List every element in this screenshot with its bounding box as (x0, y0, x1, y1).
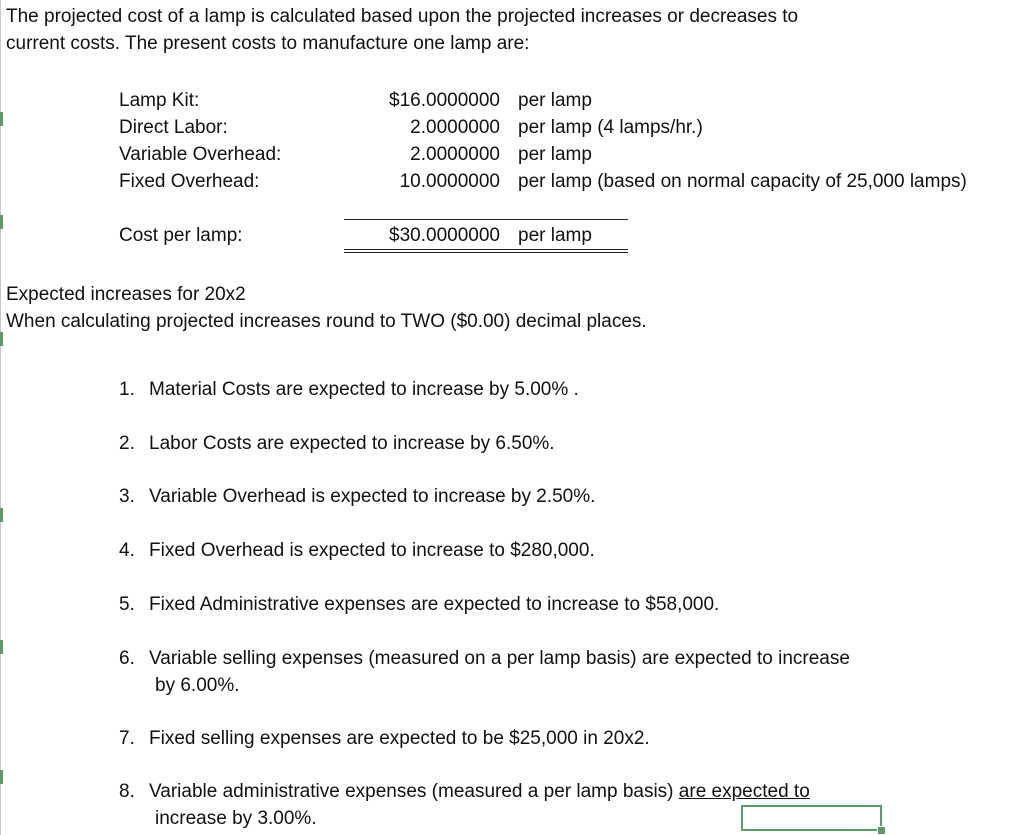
item-number: 4. (119, 540, 135, 561)
item-text: Fixed Administrative expenses are expected to increase to $58,000. (149, 594, 720, 615)
cost-amount-variable-overhead: 2.0000000 (410, 144, 500, 165)
intro-line-2: current costs. The present costs to manufacture one lamp are: (6, 33, 530, 54)
cost-unit-direct-labor: per lamp (4 lamps/hr.) (518, 117, 703, 138)
total-double-rule-top (344, 249, 628, 250)
item-text: Labor Costs are expected to increase by 6.50%. (149, 433, 555, 454)
cost-label-lamp-kit: Lamp Kit: (119, 90, 200, 111)
total-label: Cost per lamp: (119, 225, 243, 246)
row-marker (0, 508, 3, 522)
item-text: Fixed selling expenses are expected to be $25,000 in 20x2. (149, 728, 650, 749)
item-number: 6. (119, 648, 135, 669)
item-text-part: Variable administrative expenses (measured a per lamp basis) (149, 781, 679, 802)
item-number: 3. (119, 486, 135, 507)
row-marker (0, 112, 3, 126)
item-number: 8. (119, 781, 135, 802)
item-text: Variable Overhead is expected to increase by 2.50%. (149, 486, 596, 507)
item-number: 1. (119, 379, 135, 400)
row-marker (0, 332, 3, 346)
item-number: 2. (119, 433, 135, 454)
item-text: Variable selling expenses (measured on a per lamp basis) are expected to increase (149, 648, 850, 669)
expected-note: When calculating projected increases round to TWO ($0.00) decimal places. (6, 311, 647, 332)
item-text-underlined-part: are expected to (678, 781, 810, 802)
row-marker (0, 215, 3, 229)
subtotal-rule (344, 219, 628, 220)
selected-cell[interactable] (741, 805, 882, 831)
cost-unit-lamp-kit: per lamp (518, 90, 592, 111)
item-continuation: by 6.00%. (155, 675, 240, 696)
fill-handle[interactable] (877, 826, 886, 835)
cost-amount-lamp-kit: $16.0000000 (389, 90, 500, 111)
expected-heading: Expected increases for 20x2 (6, 284, 246, 305)
total-double-rule-bottom (344, 252, 628, 253)
cost-label-fixed-overhead: Fixed Overhead: (119, 171, 260, 192)
item-text: Material Costs are expected to increase by 5.00% . (149, 379, 579, 400)
total-unit: per lamp (518, 225, 592, 246)
row-marker (0, 640, 3, 654)
item-text: Fixed Overhead is expected to increase to $280,000. (149, 540, 595, 561)
row-marker (0, 770, 3, 784)
cost-amount-fixed-overhead: 10.0000000 (399, 171, 500, 192)
item-continuation: increase by 3.00%. (155, 808, 317, 829)
cost-label-direct-labor: Direct Labor: (119, 117, 228, 138)
item-text (149, 780, 810, 804)
item-number: 7. (119, 728, 135, 749)
total-amount: $30.0000000 (389, 225, 500, 246)
cost-unit-variable-overhead: per lamp (518, 144, 592, 165)
cost-amount-direct-labor: 2.0000000 (410, 117, 500, 138)
cost-unit-fixed-overhead: per lamp (based on normal capacity of 25,000 lamps) (518, 171, 967, 192)
cost-label-variable-overhead: Variable Overhead: (119, 144, 282, 165)
item-number: 5. (119, 594, 135, 615)
intro-line-1: The projected cost of a lamp is calculated based upon the projected increases or decreases to (6, 6, 799, 27)
